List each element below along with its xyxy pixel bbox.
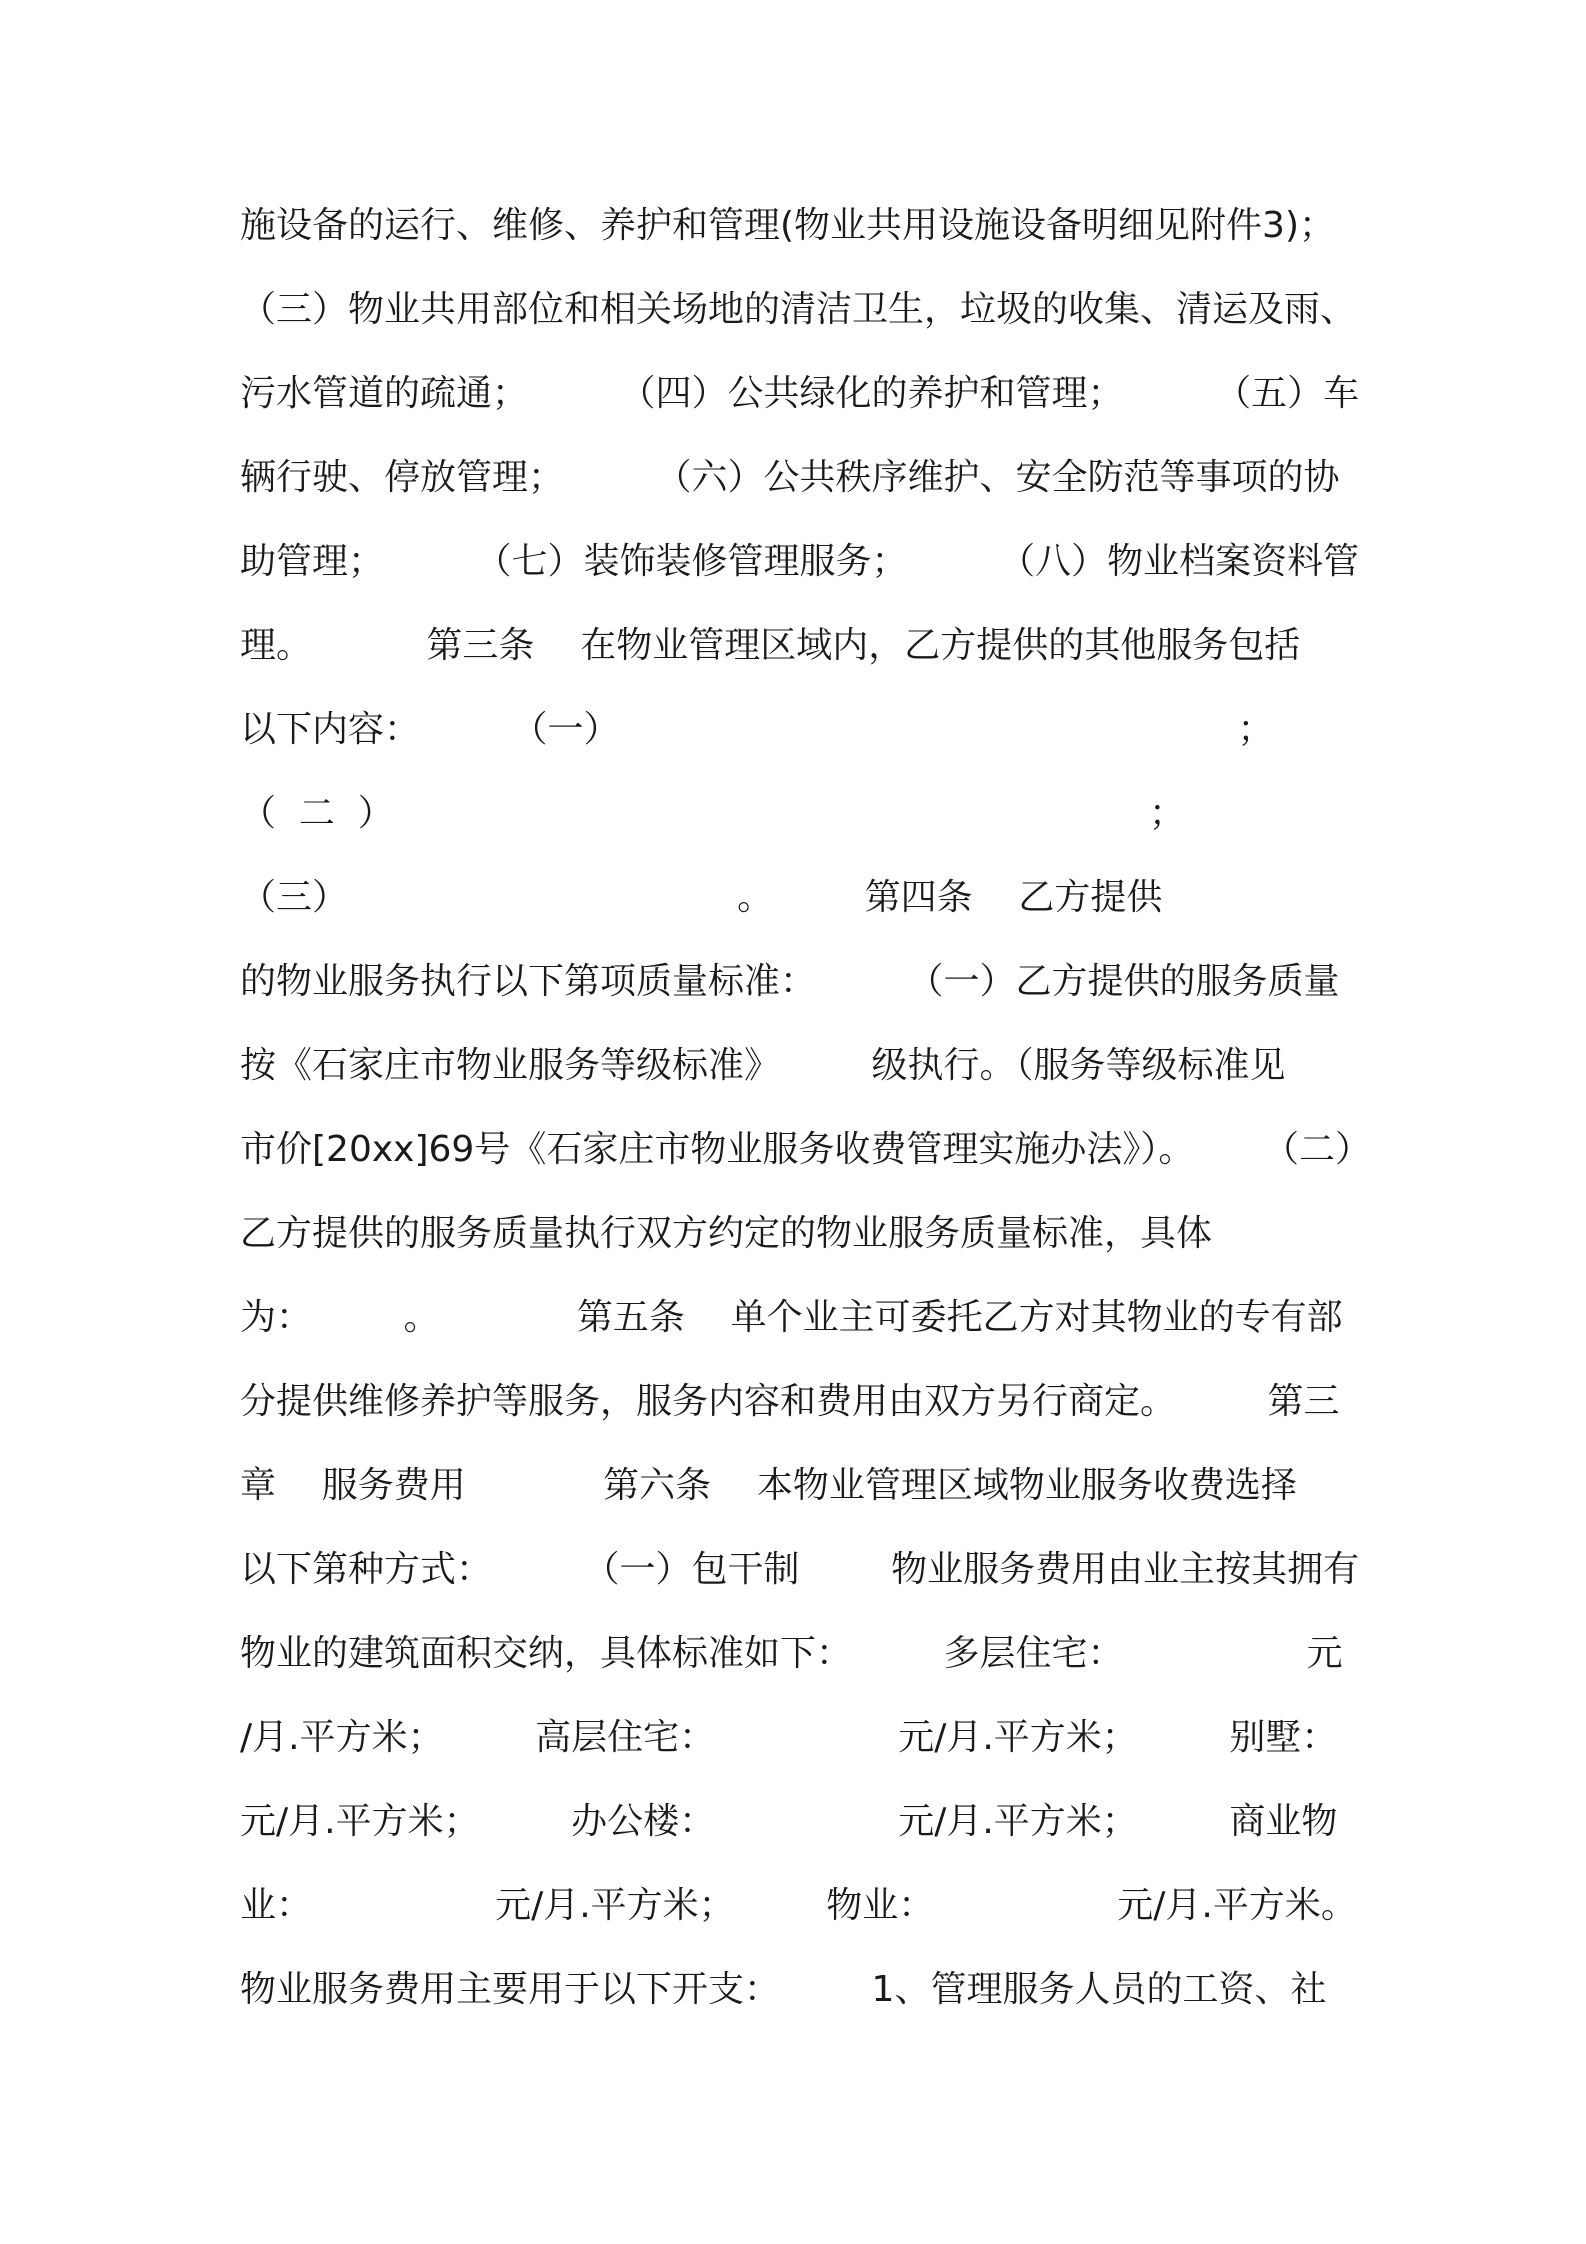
- text-line: （三）物业共用部位和相关场地的清洁卫生，垃圾的收集、清运及雨、: [240, 289, 1357, 330]
- text-line: 市价[20xx]69号《石家庄市物业服务收费管理实施办法》）。 （二）: [240, 1129, 1371, 1170]
- text-line: 理。 第三条 在物业管理区域内，乙方提供的其他服务包括: [240, 625, 1301, 666]
- text-line: 分提供维修养护等服务，服务内容和费用由双方另行商定。 第三: [240, 1381, 1340, 1422]
- text-line: 业： 元/月.平方米； 物业： 元/月.平方米。: [240, 1885, 1357, 1926]
- text-line: （ 二 ） ；: [240, 793, 1186, 834]
- text-line: 以下内容： （一） ；: [240, 709, 1274, 750]
- text-line: 施设备的运行、维修、养护和管理(物业共用设施设备明细见附件3)；: [240, 205, 1335, 246]
- text-line: 物业服务费用主要用于以下开支： 1、管理服务人员的工资、社: [240, 1969, 1327, 2010]
- text-line: 元/月.平方米； 办公楼： 元/月.平方米； 商业物: [240, 1801, 1338, 1842]
- text-line: 按《石家庄市物业服务等级标准》 级执行。（服务等级标准见: [240, 1045, 1286, 1086]
- text-line: 辆行驶、停放管理； （六）公共秩序维护、安全防范等事项的协: [240, 457, 1340, 498]
- text-line: 污水管道的疏通； （四）公共绿化的养护和管理； （五）车: [240, 373, 1360, 414]
- text-line: 以下第种方式： （一）包干制 物业服务费用由业主按其拥有: [240, 1549, 1360, 1590]
- text-line: 章 服务费用 第六条 本物业管理区域物业服务收费选择: [240, 1465, 1297, 1506]
- text-line: /月.平方米； 高层住宅： 元/月.平方米； 别墅：: [240, 1717, 1338, 1758]
- text-line: 物业的建筑面积交纳，具体标准如下： 多层住宅： 元: [240, 1633, 1343, 1674]
- text-line: 助管理； （七）装饰装修管理服务； （八）物业档案资料管: [240, 541, 1360, 582]
- text-line: 为： 。 第五条 单个业主可委托乙方对其物业的专有部: [240, 1297, 1343, 1338]
- text-line: 乙方提供的服务质量执行双方约定的物业服务质量标准，具体: [240, 1213, 1213, 1254]
- text-line: 的物业服务执行以下第项质量标准： （一）乙方提供的服务质量: [240, 961, 1340, 1002]
- text-line: （三） 。 第四条 乙方提供: [240, 877, 1163, 918]
